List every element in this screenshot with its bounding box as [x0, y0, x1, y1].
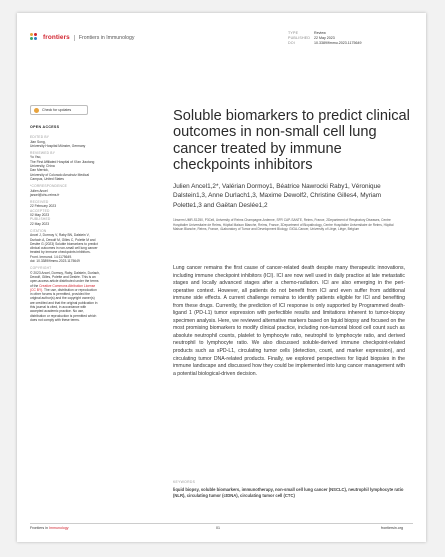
footer-divider [30, 523, 413, 524]
article-abstract: Lung cancer remains the first cause of cancer-related death despite many therapeutic innovations, including immune checkpoint inhibitors (ICI). ICI are now well used in daily practice at late metastatic stages and locally advanced stages after a chemo-radiation. ICI are also emerging in the peri-operative context. However, all patients do not benefit from ICI and even suffer from additional immune side effects. A current challenge remains to identify patients eligible for ICI and benefiting from these drugs. Currently, the prediction of ICI response is only supported by Programmed death-ligand 1 (PD-L1) tumor expression with perfectible results and limitations inherent to tumor-biopsy specimen analysis. Here, we reviewed alternative markers based on liquid biopsy and focused on the most promising biomarkers to modify clinical practice, including non-tumoral blood cell count such as absolute neutrophil counts, platelet to lymphocyte ratio, neutrophil to lymphocyte ratio, and derived neutrophil to lymphocyte ratio. We also discussed soluble-derived immune checkpoint-related products such as sPD-L1, circulating tumor cells (detection, count, and marker expression), and circulating tumor DNA-related products. Finally, we explored perspectives for liquid biopsies in the immune landscape and discussed how they could be implemented into lung cancer management with a potential biological-driven decision. [173, 265, 405, 377]
journal-header [30, 33, 134, 42]
edited-by-label: EDITED BY [30, 135, 50, 140]
edited-by: Jian Song, University Hospital Münster, Germany [30, 139, 86, 148]
cc-license-link[interactable]: Creative Commons Attribution License (CC BY). [30, 283, 96, 292]
brand-name: frontiers [43, 34, 70, 41]
article-affiliations: 1Inserm UMR-S1250, P3Cell, University of Reims Champagne-Ardenne, SFR CAP-SANTE, Reims, France, 2Department of Respiratory Diseases, Centre Hospitalier Universitaire de Reims, Hôpital Maison Blanche, Reims, France, 3Department of Biopathology, Centre Hospitalier Universitaire de Reims, Hôpital Maison Blanche, Reims, France, 4Laboratory of Tumor and Development Biology, GIGA-Cancer, University of Liège, Liège, Belgium [173, 218, 394, 231]
correspondence-label: *CORRESPONDENCE [30, 184, 68, 189]
meta-doi[interactable]: DOI 10.3389/fimmu.2023.1175649 [288, 41, 362, 46]
page-number: 01 [216, 526, 220, 530]
journal-name: Frontiers in Immunology [74, 35, 135, 41]
copyright-label: COPYRIGHT [30, 266, 52, 271]
meta-published: PUBLISHED 22 May 2023 [288, 36, 335, 41]
keywords-label: KEYWORDS [173, 480, 196, 484]
article-page [17, 13, 426, 542]
copyright: © 2023 Ancel, Dormoy, Raby, Dalstein, Durlach, Dewolf, Gilles, Polette and Deslée. This is an open-access article distributed under the terms of the Creative Commons Attribution License (CC BY). The use, distribution or reproduction in other forums is permitted, provided the original author(s) and the copyright owner(s) are credited and that the original publication in this journal is cited, in accordance with accepted academic practice. No use, distribution or reproduction is permitted which does not comply with these terms. [30, 270, 100, 322]
frontiers-logo-icon [30, 33, 39, 42]
footer-site-link[interactable]: frontiersin.org [381, 526, 403, 530]
received-label: RECEIVED [30, 200, 49, 205]
open-access-label: OPEN ACCESS [30, 125, 60, 129]
article-sidebar [30, 105, 100, 322]
accepted-date: 02 May 2023 [30, 213, 50, 218]
update-icon [34, 108, 39, 113]
article-meta [288, 31, 362, 47]
received-date: 22 February 2023 [30, 204, 57, 209]
meta-type: TYPE Review [288, 31, 326, 35]
citation-label: CITATION [30, 228, 47, 233]
correspondence[interactable]: Julien Ancel jancel@chu-reims.fr [30, 188, 60, 197]
article-authors: Julien Ancel1,2*, Valérian Dormoy1, Béatrice Nawrocki Raby1, Véronique Dalstein1,3, Anne Durlach1,3, Maxime Dewolf2, Christine Gilles4, Myriam Polette1,3 and Gaëtan Deslée1,2 [173, 183, 382, 209]
reviewed-by-label: REVIEWED BY [30, 151, 56, 156]
footer-journal-link[interactable]: Immunology [48, 526, 69, 530]
article-title: Soluble biomarkers to predict clinical outcomes in non-small cell lung cancer treated by immune checkpoints inhibitors [173, 108, 410, 174]
reviewed-by: Yu Yao, The First Affiliated Hospital of Xi'an Jiaotong University, China Dan Merrick, University of Colorado Anschutz Medical Campus, United States [30, 155, 95, 181]
check-for-updates-button[interactable]: Check for updates [30, 105, 88, 115]
keywords: liquid biopsy, soluble biomarkers, immunotherapy, non-small cell lung cancer (NSCLC), neutrophil lymphocyte ratio (NLR), circulating tumor (ctDNA), circulating tumor cell (CTC) [173, 487, 404, 499]
footer-journal: Frontiers in Immunology [30, 526, 69, 530]
citation: Ancel J, Dormoy V, Raby BN, Dalstein V, Durlach A, Dewolf M, Gilles C, Polette M and Deslée G (2023) Soluble biomarkers to predict clinical outcomes in non-small cell lung cancer treated by immune checkpoints inhibitors. Front. Immunol. 14:1175649. doi: 10.3389/fimmu.2023.1175649 [30, 233, 98, 264]
published-label: PUBLISHED [30, 217, 51, 222]
published-date: 22 May 2023 [30, 221, 50, 226]
accepted-label: ACCEPTED [30, 208, 50, 213]
